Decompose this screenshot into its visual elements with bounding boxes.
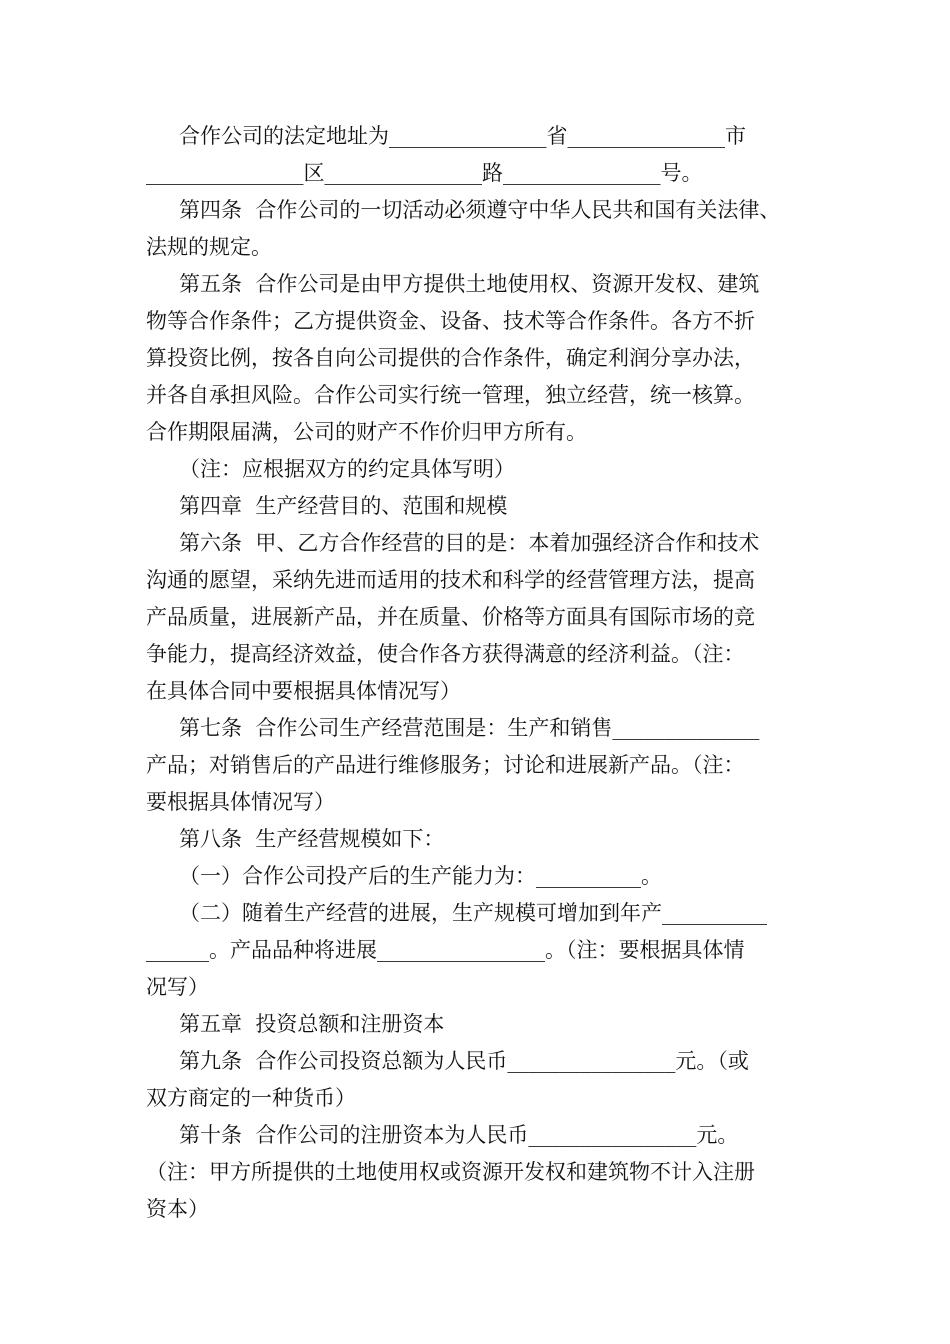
text-line: 物等合作条件；乙方提供资金、设备、技术等合作条件。各方不折 (146, 309, 755, 333)
text-line: 并各自承担风险。合作公司实行统一管理，独立经营，统一核算。 (146, 383, 755, 407)
text-line: 争能力，提高经济效益，使合作各方获得满意的经济利益。（注： (146, 642, 745, 666)
text-line: （注：甲方所提供的土地使用权或资源开发权和建筑物不计入注册 (146, 1160, 755, 1184)
text-line: 要根据具体情况写） (146, 790, 335, 814)
text-line: 合作期限届满，公司的财产不作价归甲方所有。 (146, 420, 587, 444)
text-line: 产品质量，进展新产品，并在质量、价格等方面具有国际市场的竞 (146, 605, 755, 629)
text-line: 第五章 投资总额和注册资本 (179, 1012, 445, 1036)
text-line: 双方商定的一种货币） (146, 1086, 356, 1110)
text-line: 第十条 合作公司的注册资本为人民币________________元。 (179, 1123, 739, 1147)
text-line: 第九条 合作公司投资总额为人民币________________元。（或 (179, 1049, 749, 1073)
text-line: （注：应根据双方的约定具体写明） (179, 457, 515, 481)
text-line: _______________区_______________路_______________号。 (146, 161, 703, 185)
text-line: 合作公司的法定地址为_______________省_______________市 (179, 124, 746, 148)
text-line: 第六条 甲、乙方合作经营的目的是：本着加强经济合作和技术 (179, 531, 760, 555)
text-line: 第五条 合作公司是由甲方提供土地使用权、资源开发权、建筑 (179, 272, 760, 296)
text-line: 算投资比例，按各自向公司提供的合作条件，确定利润分享办法， (146, 346, 755, 370)
text-line: 第四章 生产经营目的、范围和规模 (179, 494, 508, 518)
text-line: 产品；对销售后的产品进行维修服务；讨论和进展新产品。（注： (146, 753, 745, 777)
document-page (146, 118, 804, 1228)
text-line: （一）合作公司投产后的生产能力为：__________。 (179, 864, 662, 888)
text-line: 沟通的愿望，采纳先进而适用的技术和科学的经营管理方法，提高 (146, 568, 755, 592)
text-line: ______。产品品种将进展________________。（注：要根据具体情 (146, 938, 745, 962)
text-line: 第四条 合作公司的一切活动必须遵守中华人民共和国有关法律、 (179, 198, 781, 222)
text-line: （二）随着生产经营的进展，生产规模可增加到年产__________ (179, 901, 767, 925)
text-line: 况写） (146, 975, 209, 999)
text-line: 第八条 生产经营规模如下： (179, 827, 445, 851)
text-line: 在具体合同中要根据具体情况写） (146, 679, 461, 703)
text-line: 法规的规定。 (146, 235, 272, 259)
text-line: 资本） (146, 1197, 209, 1221)
text-line: 第七条 合作公司生产经营范围是：生产和销售______________ (179, 716, 760, 740)
